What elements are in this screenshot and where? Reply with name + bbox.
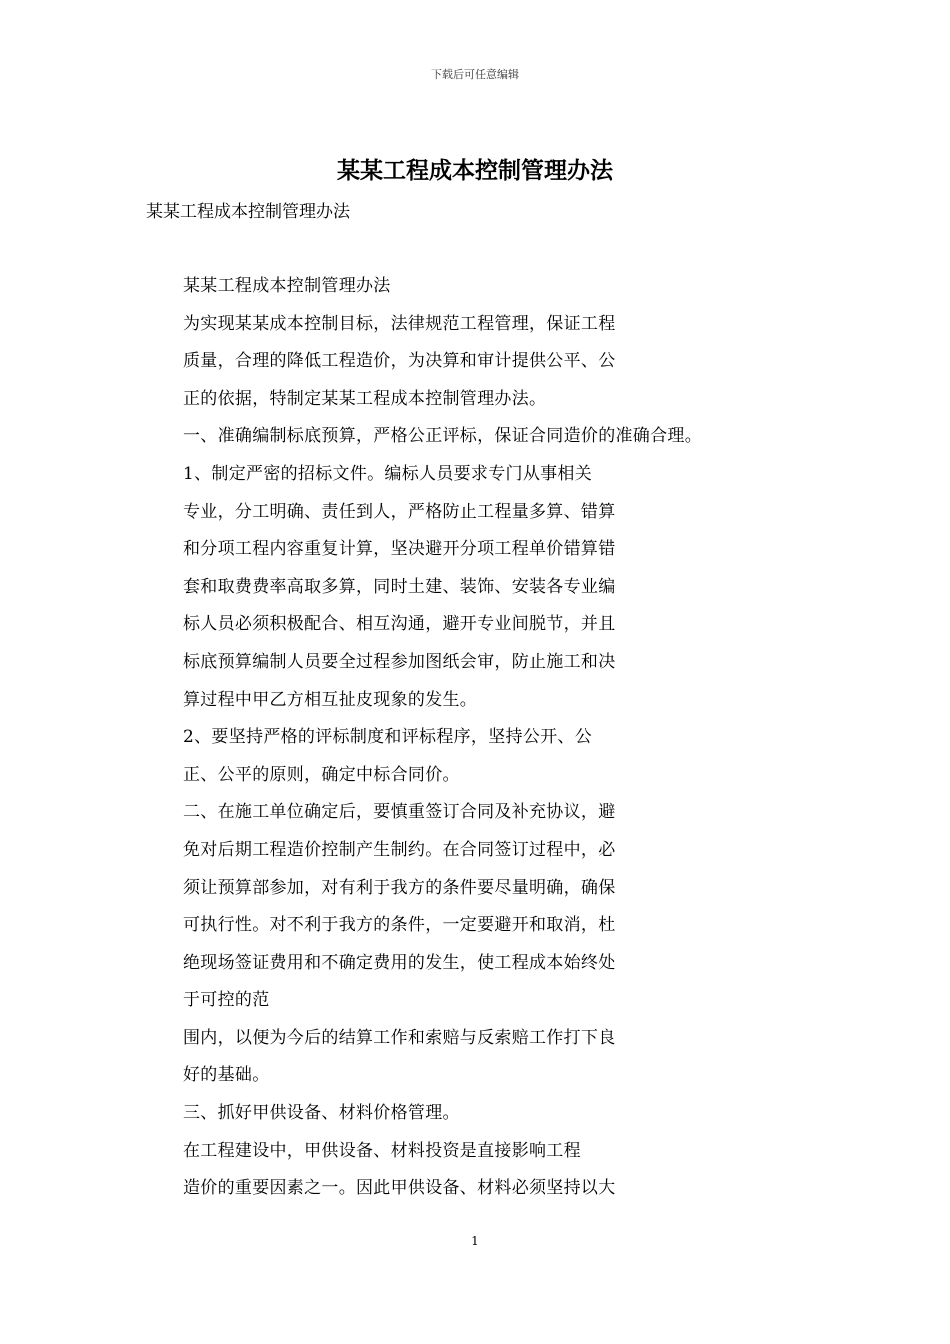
page-header: 下载后可任意编辑 bbox=[431, 68, 519, 81]
body-line: 在工程建设中，甲供设备、材料投资是直接影响工程 bbox=[183, 1140, 581, 1161]
body-line: 三、抓好甲供设备、材料价格管理。 bbox=[183, 1103, 460, 1124]
body-line: 算过程中甲乙方相互扯皮现象的发生。 bbox=[183, 689, 478, 710]
body-line: 造价的重要因素之一。因此甲供设备、材料必须坚持以大 bbox=[183, 1178, 616, 1199]
body-line: 标底预算编制人员要全过程参加图纸会审，防止施工和决 bbox=[183, 651, 616, 672]
body-line: 1、制定严密的招标文件。编标人员要求专门从事相关 bbox=[183, 463, 593, 484]
body-line: 2、要坚持严格的评标制度和评标程序，坚持公开、公 bbox=[183, 727, 593, 748]
body-line: 须让预算部参加，对有利于我方的条件要尽量明确，确保 bbox=[183, 877, 616, 898]
body-line: 标人员必须积极配合、相互沟通，避开专业间脱节，并且 bbox=[183, 614, 616, 635]
body-line: 专业，分工明确、责任到人，严格防止工程量多算、错算 bbox=[183, 501, 616, 522]
body-line: 免对后期工程造价控制产生制约。在合同签订过程中，必 bbox=[183, 839, 616, 860]
body-line: 二、在施工单位确定后，要慎重签订合同及补充协议，避 bbox=[183, 802, 616, 823]
body-line: 一、准确编制标底预算，严格公正评标，保证合同造价的准确合理。 bbox=[183, 426, 702, 447]
body-line: 可执行性。对不利于我方的条件，一定要避开和取消，杜 bbox=[183, 915, 616, 936]
document-subtitle: 某某工程成本控制管理办法 bbox=[146, 202, 350, 222]
body-line: 正、公平的原则，确定中标合同价。 bbox=[183, 764, 460, 785]
body-line: 为实现某某成本控制目标，法律规范工程管理，保证工程 bbox=[183, 313, 616, 334]
body-line: 于可控的范 bbox=[183, 990, 270, 1011]
body-line: 某某工程成本控制管理办法 bbox=[183, 276, 391, 296]
body-line: 好的基础。 bbox=[183, 1065, 270, 1086]
page-number: 1 bbox=[471, 1234, 479, 1248]
body-line: 套和取费费率高取多算，同时土建、装饰、安装各专业编 bbox=[183, 576, 616, 597]
body-line: 质量，合理的降低工程造价，为决算和审计提供公平、公 bbox=[183, 351, 616, 372]
document-title: 某某工程成本控制管理办法 bbox=[337, 157, 613, 184]
document-body bbox=[183, 272, 923, 1212]
body-line: 和分项工程内容重复计算，坚决避开分项工程单价错算错 bbox=[183, 539, 616, 560]
body-line: 正的依据，特制定某某工程成本控制管理办法。 bbox=[183, 388, 547, 409]
body-line: 围内，以便为今后的结算工作和索赔与反索赔工作打下良 bbox=[183, 1027, 616, 1048]
body-line: 绝现场签证费用和不确定费用的发生，使工程成本始终处 bbox=[183, 952, 616, 973]
